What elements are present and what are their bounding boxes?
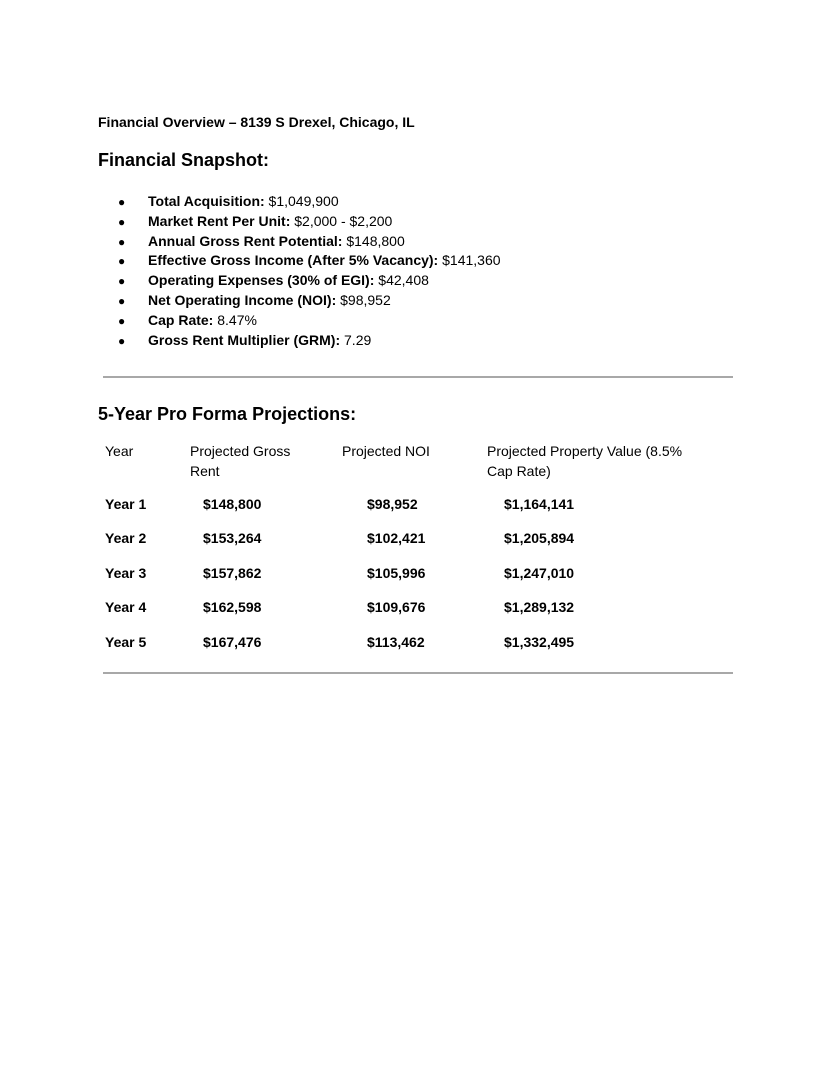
cell-noi: $102,421 <box>367 530 426 546</box>
list-item <box>118 212 501 232</box>
cell-noi: $98,952 <box>367 496 418 512</box>
cell-noi: $109,676 <box>367 599 426 615</box>
list-item <box>118 311 501 331</box>
cell-noi: $113,462 <box>367 634 425 650</box>
list-item <box>118 291 501 311</box>
cell-gross-rent: $148,800 <box>203 496 262 512</box>
list-item <box>118 331 501 351</box>
proforma-heading: 5-Year Pro Forma Projections: <box>98 404 357 424</box>
bullet-icon: ● <box>118 214 126 229</box>
item-value: 7.29 <box>340 331 372 348</box>
document-title: Financial Overview – 8139 S Drexel, Chicago, IL <box>98 114 415 130</box>
item-value: $148,800 <box>342 232 405 249</box>
item-label: Net Operating Income (NOI): <box>148 291 337 308</box>
cell-gross-rent: $162,598 <box>203 599 262 615</box>
header-line: Projected Gross <box>190 443 291 459</box>
bullet-icon: ● <box>118 333 126 348</box>
column-header-gross-rent <box>190 441 290 481</box>
list-item <box>118 251 501 271</box>
bullet-icon: ● <box>118 313 126 328</box>
list-item <box>118 232 501 252</box>
column-header-noi: Projected NOI <box>342 443 430 459</box>
cell-year: Year 5 <box>105 634 147 650</box>
item-label: Annual Gross Rent Potential: <box>148 232 343 249</box>
item-label: Operating Expenses (30% of EGI): <box>148 272 375 289</box>
cell-year: Year 1 <box>105 496 147 512</box>
cell-property-value: $1,205,894 <box>504 530 575 546</box>
cell-gross-rent: $153,264 <box>203 530 262 546</box>
item-label: Cap Rate: <box>148 311 214 328</box>
list-item <box>118 271 501 291</box>
item-value: $141,360 <box>438 252 501 269</box>
column-header-year: Year <box>105 443 134 459</box>
item-label: Market Rent Per Unit: <box>148 212 291 229</box>
item-value: 8.47% <box>213 311 257 328</box>
cell-gross-rent: $167,476 <box>203 634 262 650</box>
bullet-icon: ● <box>118 195 126 209</box>
header-line: Cap Rate) <box>487 463 551 479</box>
table-row <box>0 632 835 652</box>
header-line: Projected Property Value (8.5% <box>487 443 683 459</box>
header-line: Rent <box>190 463 220 479</box>
cell-gross-rent: $157,862 <box>203 565 262 581</box>
table-row <box>0 528 835 548</box>
cell-property-value: $1,247,010 <box>504 565 575 581</box>
cell-property-value: $1,289,132 <box>504 599 575 615</box>
item-value: $2,000 - $2,200 <box>290 212 393 229</box>
cell-property-value: $1,164,141 <box>504 496 575 512</box>
bullet-icon: ● <box>118 293 126 308</box>
item-value: $98,952 <box>336 291 391 308</box>
column-header-property-value <box>487 441 682 481</box>
section-divider <box>103 376 733 378</box>
cell-year: Year 2 <box>105 530 147 546</box>
cell-noi: $105,996 <box>367 565 426 581</box>
item-value: $1,049,900 <box>264 193 339 209</box>
financial-snapshot-heading: Financial Snapshot: <box>98 150 270 170</box>
list-item <box>118 192 501 212</box>
bullet-icon: ● <box>118 254 126 269</box>
cell-year: Year 3 <box>105 565 147 581</box>
bullet-icon: ● <box>118 274 126 289</box>
table-row <box>0 563 835 583</box>
item-label: Gross Rent Multiplier (GRM): <box>148 331 341 348</box>
table-row <box>0 597 835 617</box>
cell-property-value: $1,332,495 <box>504 634 575 650</box>
cell-year: Year 4 <box>105 599 147 615</box>
bullet-icon: ● <box>118 234 126 249</box>
section-divider <box>103 672 733 674</box>
item-value: $42,408 <box>374 272 429 289</box>
item-label: Total Acquisition: <box>148 193 265 209</box>
table-row <box>0 494 835 514</box>
financial-snapshot-list <box>118 192 501 350</box>
item-label: Effective Gross Income (After 5% Vacancy): <box>148 252 439 269</box>
